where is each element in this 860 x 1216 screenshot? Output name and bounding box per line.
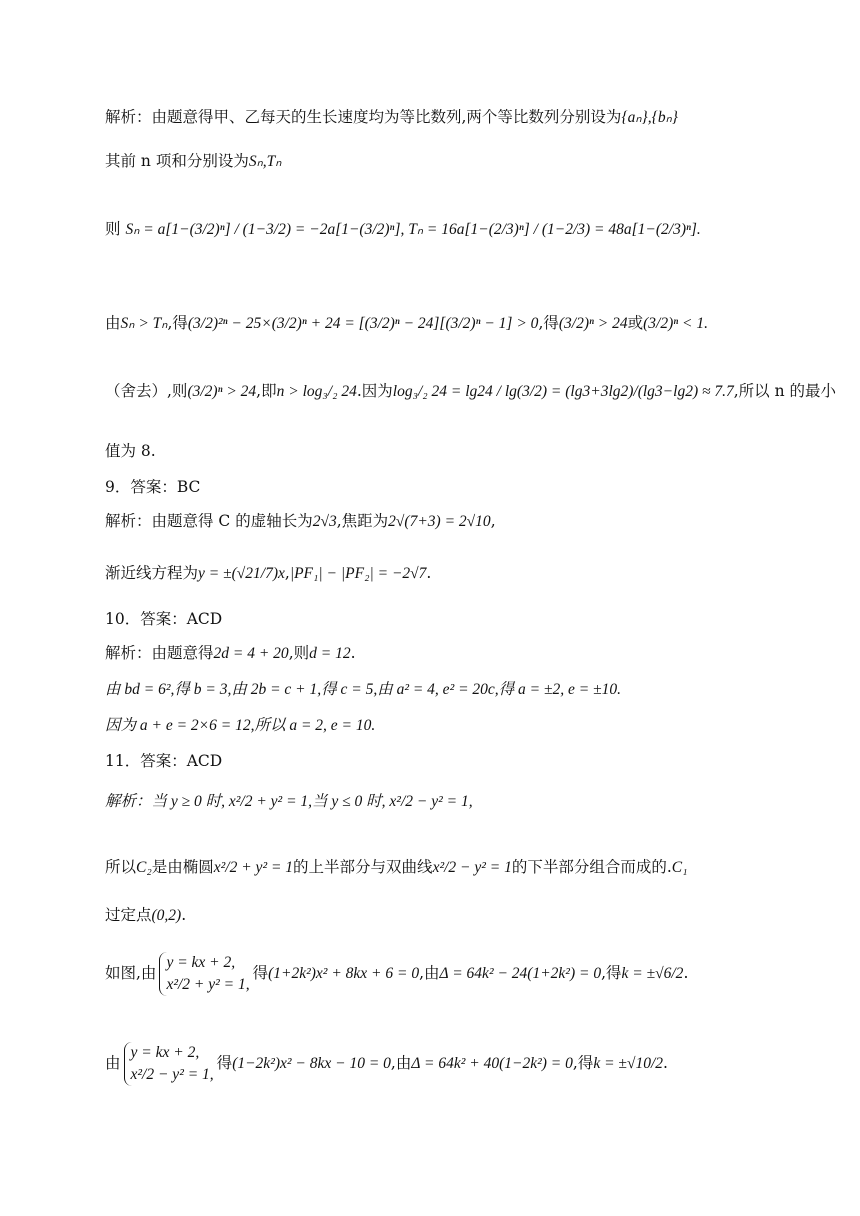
equation-system (124, 1042, 214, 1086)
q9-math: |PF₁| − |PF₂| = −2√7 (289, 565, 427, 582)
s8-math: Sₙ = a[1−(3/2)ⁿ] / (1−3/2) = −2a[1−(3/2)ⁿ], Tₙ = 16a[1−(2/3)ⁿ] / (1−2/3) = 48a[1−(2/3)ⁿ]. (125, 221, 701, 238)
q11-text: ,得 (572, 1054, 594, 1072)
q11-text: . (663, 1054, 668, 1072)
q10-line-1 (105, 642, 356, 665)
q11-math: k = ±√10/2 (593, 1055, 664, 1072)
q11-line-2 (105, 856, 688, 879)
s8-text: ,即 (256, 382, 277, 400)
q11-math: x²/2 + y² = 1 (213, 859, 294, 876)
s8-text: ,得 (167, 314, 188, 332)
q11-math: C₂ (136, 859, 152, 876)
q11-line-5 (105, 1042, 668, 1086)
s8-math: Sₙ > Tₙ (120, 315, 168, 332)
q9-math: 2√3 (312, 513, 337, 530)
q10-line-2 (105, 678, 621, 701)
q11-math: Δ = 64k² + 40(1−2k²) = 0 (411, 1055, 573, 1072)
answer-text: 9．答案：BC (105, 478, 201, 496)
q11-text: 如图,由 (105, 964, 157, 982)
q10-text: 由 bd = 6²,得 b = 3,由 2b = c + 1,得 c = 5,由 a² = 4, e² = 20c,得 a = ±2, e = ±10. (105, 681, 621, 698)
q10-line-3 (105, 714, 375, 737)
q11-math: Δ = 64k² − 24(1+2k²) = 0 (439, 965, 602, 982)
s8-math: (3/2)ⁿ < 1. (643, 315, 708, 332)
q9-text: 渐近线方程为 (105, 564, 199, 582)
q10-math: 2d = 4 + 20 (213, 645, 289, 662)
s8-math: Sₙ,Tₙ (248, 153, 282, 170)
q10-text: 解析：由题意得 (105, 644, 214, 662)
s8-text: 其前 n 项和分别设为 (105, 152, 249, 170)
system-eq-1: y = kx + 2, (130, 1044, 200, 1061)
q11-line-3 (105, 904, 186, 927)
s8-text: 由 (105, 314, 121, 332)
s8-math: n > log₃/₂ 24 (276, 383, 357, 400)
s8-text: .因为 (356, 382, 393, 400)
q11-text: 由 (105, 1054, 121, 1072)
s8-math: (3/2)ⁿ > 24 (187, 383, 257, 400)
s8-math: log₃/₂ 24 = lg24 / lg(3/2) = (lg3+3lg2)/(lg3−lg2) ≈ 7.7 (392, 383, 734, 400)
q11-math: (0,2) (151, 907, 182, 924)
s8-text: 值为 8. (105, 442, 156, 460)
s8-text: 解析：由题意得甲、乙每天的生长速度均为等比数列,两个等比数列分别设为 (105, 108, 622, 126)
answer-text: 10．答案：ACD (105, 610, 223, 628)
q10-math: d = 12 (309, 645, 351, 662)
q10-text: ,则 (288, 644, 310, 662)
q11-text: 解析：当 y ≥ 0 时, x²/2 + y² = 1,当 y ≤ 0 时, x²/2 − y² = 1, (105, 793, 473, 810)
q9-text: . (426, 564, 432, 582)
system-eq-2: x²/2 − y² = 1, (130, 1066, 214, 1083)
q11-math: k = ±√6/2 (621, 965, 684, 982)
equation-system (159, 952, 249, 996)
q11-text: . (683, 964, 689, 982)
system-eq-1: y = kx + 2, (166, 954, 236, 971)
q9-answer (105, 476, 200, 498)
q9-math: 2√(7+3) = 2√10 (388, 513, 491, 530)
q9-text: ,焦距为 (336, 512, 389, 530)
s8-text: 或 (627, 314, 644, 332)
q9-text: , (490, 512, 496, 530)
q11-text: 过定点 (105, 906, 152, 924)
q10-text: . (350, 644, 356, 662)
q11-answer (105, 750, 222, 772)
s8-text: （舍去）,则 (105, 382, 188, 400)
q11-text: 的上半部分与双曲线 (293, 858, 433, 876)
q9-line-1 (105, 510, 496, 533)
s8-math: (3/2)ⁿ > 24 (558, 315, 628, 332)
s8-line-3 (105, 218, 701, 241)
q11-math: C₁ (671, 859, 688, 876)
answer-text: 11．答案：ACD (105, 752, 223, 770)
q11-text: ,得 (601, 964, 622, 982)
q11-text: . (181, 906, 187, 924)
q11-line-4 (105, 952, 688, 996)
s8-line-4 (105, 312, 708, 335)
s8-math: {aₙ},{bₙ} (621, 109, 678, 126)
q11-text: 得 (216, 1054, 233, 1072)
s8-line-5 (105, 380, 836, 403)
q11-math: (1−2k²)x² − 8kx − 10 = 0 (232, 1055, 391, 1072)
s8-text: ,得 (538, 314, 559, 332)
q11-text: ,由 (419, 964, 440, 982)
q9-text: 解析：由题意得 C 的虚轴长为 (105, 512, 313, 530)
q10-answer (105, 608, 222, 630)
system-eq-2: x²/2 + y² = 1, (166, 976, 250, 993)
s8-math: (3/2)²ⁿ − 25×(3/2)ⁿ + 24 = [(3/2)ⁿ − 24][(3/2)ⁿ − 1] > 0 (187, 315, 539, 332)
s8-line-1 (105, 106, 678, 129)
s8-text: 则 (105, 220, 121, 238)
s8-line-2 (105, 150, 281, 173)
q11-text: 的下半部分组合而成的. (511, 858, 672, 876)
q11-text: 是由椭圆 (151, 858, 214, 876)
q11-text: 所以 (105, 858, 137, 876)
q11-text: ,由 (390, 1054, 412, 1072)
q11-math: x²/2 − y² = 1 (432, 859, 512, 876)
s8-line-6 (105, 440, 156, 462)
q10-text: 因为 a + e = 2×6 = 12,所以 a = 2, e = 10. (105, 717, 376, 734)
q11-math: (1+2k²)x² + 8kx + 6 = 0 (268, 965, 420, 982)
q9-line-2 (105, 562, 431, 585)
q9-text: , (284, 564, 290, 582)
q9-math: y = ±(√21/7)x (198, 565, 285, 582)
q11-text: 得 (252, 964, 269, 982)
q11-line-1 (105, 790, 473, 813)
s8-text: ,所以 n 的最小 (733, 382, 837, 400)
